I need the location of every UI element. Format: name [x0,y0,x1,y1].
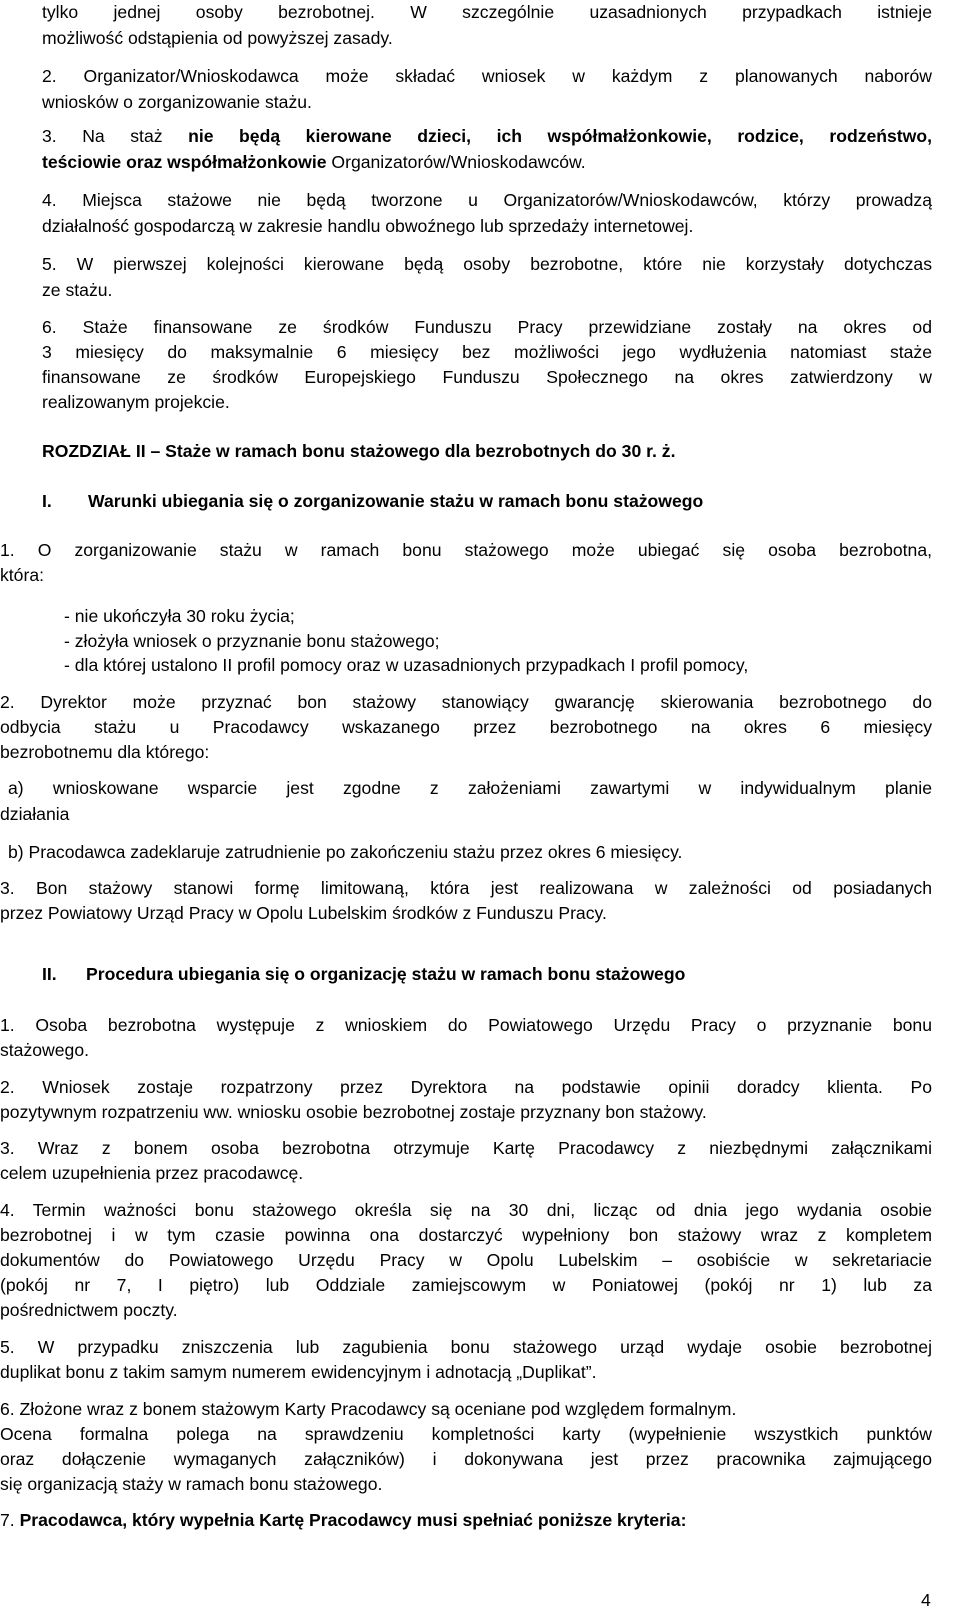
text-line [42,278,112,304]
text-run: (pokój nr 7, I piętro) lub Oddziale zamiejscowym w Poniatowej (pokój nr 1) lub za [0,1275,932,1295]
bold-text: ROZDZIAŁ II – Staże w ramach bonu stażowego dla bezrobotnych do 30 r. ż. [42,441,676,461]
text-run: 3. Na staż [42,126,189,146]
text-line [42,0,932,26]
bold-text: nie będą kierowane dzieci, ich współmałżonkowie, rodzice, rodzeństwo, [188,126,932,146]
text-line [8,776,932,802]
text-run: 5. W przypadku zniszczenia lub zagubienia bonu stażowego urząd wydaje osobie bezrobotnej [0,1337,932,1357]
bold-text: Procedura ubiegania się o organizację stażu w ramach bonu stażowego [86,964,686,984]
text-line [42,64,932,90]
text-run: wniosków o zorganizowanie stażu. [42,92,312,112]
text-run: działania [0,804,70,824]
text-run: odbycia stażu u Pracodawcy wskazanego przez bezrobotnego na okres 6 miesięcy [0,717,932,737]
text-line [0,1038,89,1064]
text-run: celem uzupełnienia przez pracodawcę. [0,1163,304,1183]
text-run: - złożyła wniosek o przyznanie bonu stażowego; [64,631,440,651]
text-line [42,340,932,366]
text-line [42,124,932,150]
text-run: Organizatorów/Wnioskodawców. [326,152,586,172]
text-run: 3. Wraz z bonem osoba bezrobotna otrzymuje Kartę Pracodawcy z niezbędnymi załącznikami [0,1138,932,1158]
bold-text: II. [42,964,57,984]
text-run: 2. Wniosek zostaje rozpatrzony przez Dyrektora na podstawie opinii doradcy klienta. Po [0,1077,932,1097]
text-line [0,1075,932,1101]
text-line [0,538,932,564]
text-line [42,390,230,416]
text-line [8,840,682,866]
text-line [64,604,295,630]
text-line [0,1013,932,1039]
text-run: 6. Staże finansowane ze środków Funduszu Pracy przewidziane zostały na okres od [42,317,932,337]
text-line [42,315,932,341]
text-line [0,876,932,902]
text-run: pozytywnym rozpatrzeniu ww. wniosku osobie bezrobotnej zostaje przyznany bon stażowy. [0,1102,707,1122]
text-run: bezrobotnej i w tym czasie powinna ona dostarczyć wypełniony bon stażowy wraz z kompletem [0,1225,932,1245]
text-run: się organizacją staży w ramach bonu stażowego. [0,1474,383,1494]
text-run: 7. [0,1510,20,1530]
text-run: a) wnioskowane wsparcie jest zgodne z założeniami zawartymi w indywidualnym planie [8,778,932,798]
text-run: b) Pracodawca zadeklaruje zatrudnienie po zakończeniu stażu przez okres 6 miesięcy. [8,842,683,862]
text-line [0,1298,178,1324]
text-line [0,1447,932,1473]
text-run: oraz dołączenie wymaganych załączników) i dokonywana jest przez pracownika zajmującego [0,1449,932,1469]
text-run: przez Powiatowy Urząd Pracy w Opolu Lubelskim środków z Funduszu Pracy. [0,903,607,923]
text-run: 4. Miejsca stażowe nie będą tworzone u Organizatorów/Wnioskodawców, którzy prowadzą [42,190,932,210]
text-run: ze stażu. [42,280,113,300]
text-run: duplikat bonu z takim samym numerem ewidencyjnym i adnotacją „Duplikat”. [0,1362,597,1382]
text-line [0,802,69,828]
text-line [42,962,57,988]
text-run: bezrobotnemu dla którego: [0,742,210,762]
text-line [0,1360,596,1386]
text-line [0,1248,932,1274]
text-line [0,740,209,766]
text-run: 1. O zorganizowanie stażu w ramach bonu stażowego może ubiegać się osoba bezrobotna, [0,540,932,560]
text-line [0,1335,932,1361]
text-run: która: [0,565,45,585]
text-run: 3. Bon stażowy stanowi formę limitowaną, która jest realizowana w zależności od posiadanych [0,878,932,898]
text-line [88,489,703,515]
text-line [0,1397,736,1423]
text-line [0,1273,932,1299]
text-line [42,489,52,515]
text-line [42,252,932,278]
text-run: finansowane ze środków Europejskiego Funduszu Społecznego na okres zatwierdzony w [42,367,932,387]
text-line [0,1136,932,1162]
text-run: 6. Złożone wraz z bonem stażowym Karty Pracodawcy są oceniane pod względem formalnym. [0,1399,737,1419]
text-run: pośrednictwem poczty. [0,1300,178,1320]
text-line [0,563,44,589]
text-line [42,26,393,52]
bold-text: Warunki ubiegania się o zorganizowanie stażu w ramach bonu stażowego [88,491,704,511]
page-number: 4 [921,1590,931,1610]
text-line [0,1198,932,1224]
text-line [42,150,586,176]
text-run: Ocena formalna polega na sprawdzeniu kompletności karty (wypełnienie wszystkich punktów [0,1424,932,1444]
text-line [0,1223,932,1249]
text-line [0,1161,303,1187]
text-run: 5. W pierwszej kolejności kierowane będą osoby bezrobotne, które nie korzystały dotychczas [42,254,932,274]
text-run: możliwość odstąpienia od powyższej zasady. [42,28,393,48]
bold-text: I. [42,491,52,511]
text-line [42,365,932,391]
text-run: działalność gospodarczą w zakresie handlu obwoźnego lub sprzedaży internetowej. [42,216,694,236]
text-run: 4. Termin ważności bonu stażowego określa się na 30 dni, licząc od dnia jego wydania osobie [0,1200,932,1220]
text-run: 2. Organizator/Wnioskodawca może składać wniosek w każdym z planowanych naborów [42,66,932,86]
text-run: realizowanym projekcie. [42,392,230,412]
text-line [0,1422,932,1448]
text-run: 1. Osoba bezrobotna występuje z wnioskiem do Powiatowego Urzędu Pracy o przyznanie bonu [0,1015,932,1035]
text-run: tylko jednej osoby bezrobotnej. W szczególnie uzasadnionych przypadkach istnieje [42,2,932,22]
text-run: 2. Dyrektor może przyznać bon stażowy stanowiący gwarancję skierowania bezrobotnego do [0,692,932,712]
text-line [0,1472,382,1498]
text-line [0,901,607,927]
text-line [86,962,685,988]
text-run: 3 miesięcy do maksymalnie 6 miesięcy bez możliwości jego wydłużenia natomiast staże [42,342,932,362]
text-line [0,1508,686,1534]
text-line [0,1100,707,1126]
text-run: stażowego. [0,1040,89,1060]
text-run: - dla której ustalono II profil pomocy oraz w uzasadnionych przypadkach I profil pomocy, [64,655,749,675]
text-line [0,690,932,716]
text-line [42,90,312,116]
text-line [64,653,748,679]
text-line [0,715,932,741]
text-run: dokumentów do Powiatowego Urzędu Pracy w Opolu Lubelskim – osobiście w sekretariacie [0,1250,932,1270]
text-run: - nie ukończyła 30 roku życia; [64,606,295,626]
text-line [42,214,693,240]
bold-text: teściowie oraz współmałżonkowie [42,152,327,172]
bold-text: Pracodawca, który wypełnia Kartę Pracodawcy musi spełniać poniższe kryteria: [19,1510,687,1530]
text-line [42,439,675,465]
text-line [42,188,932,214]
text-line [64,629,440,655]
